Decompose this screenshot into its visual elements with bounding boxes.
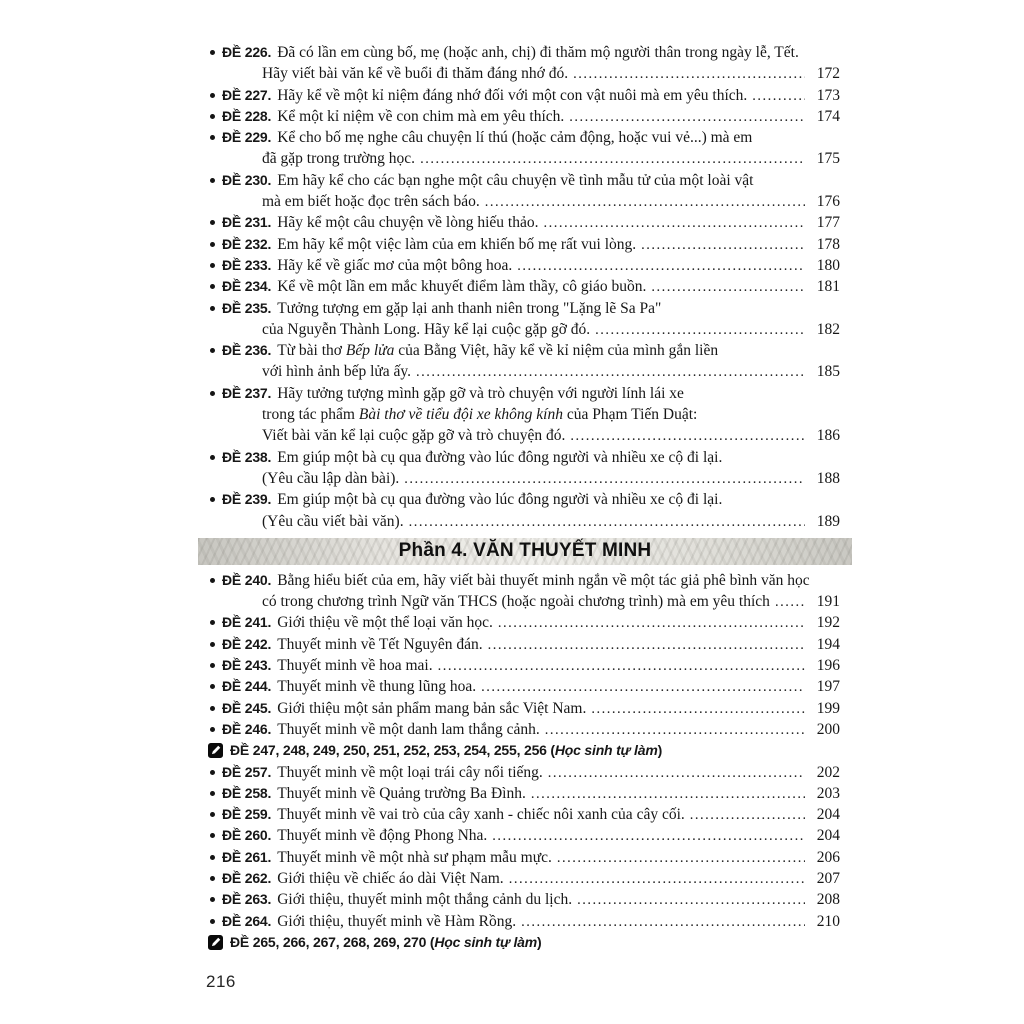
pen-icon (208, 743, 223, 758)
text-segment: Đã có lần em cùng bố, mẹ (hoặc anh, chị) đi thăm mộ người thân trong ngày lễ, Tết. (277, 44, 799, 61)
toc-line (210, 655, 840, 676)
text-segment: Hãy kể về giấc mơ của một bông hoa. (277, 256, 513, 274)
page-ref: 182 (816, 320, 840, 338)
text-segment: Em giúp một bà cụ qua đường vào lúc đông người và nhiều xe cộ đi lại. (277, 491, 723, 509)
dot-leader (573, 64, 805, 85)
dot-leader (404, 469, 805, 490)
toc-entry (210, 719, 840, 740)
page-ref: 177 (816, 214, 840, 232)
toc-entry (210, 847, 840, 868)
entry-text (277, 783, 526, 804)
page-ref: 185 (816, 363, 840, 381)
toc-entry (210, 783, 840, 804)
dot-leader (651, 277, 805, 298)
entry-text (262, 63, 568, 84)
dot-leader (752, 86, 805, 107)
entry-label: ĐỀ 240. (222, 571, 272, 588)
entry-text (262, 425, 565, 446)
bullet-icon (210, 50, 215, 55)
toc-line (210, 276, 840, 297)
bullet-icon (210, 578, 215, 583)
entry-label-close: ) (657, 742, 663, 759)
bullet-icon (210, 306, 215, 311)
dot-leader (545, 720, 805, 741)
page-ref: 172 (816, 65, 840, 83)
toc-self-study-row (210, 932, 840, 953)
entry-text (277, 868, 504, 889)
dot-leader (577, 890, 805, 911)
text-segment: Giới thiệu một sản phẩm mang bản sắc Việt Nam. (277, 699, 587, 717)
entry-text (277, 634, 482, 655)
dot-leader (521, 912, 805, 933)
page-number: 216 (206, 972, 236, 991)
bullet-icon (210, 620, 215, 625)
toc-entry (210, 170, 840, 213)
page-ref: 173 (816, 86, 840, 104)
toc-line (210, 340, 840, 361)
page-ref: 207 (816, 869, 840, 887)
toc-line (210, 85, 840, 106)
entry-label: ĐỀ 264. (222, 912, 272, 929)
toc-line (210, 570, 840, 591)
dot-leader (485, 192, 805, 213)
dot-leader (775, 592, 805, 613)
entry-text (277, 489, 722, 510)
toc-line (210, 148, 840, 169)
toc-entry (210, 489, 840, 532)
dot-leader (548, 763, 805, 784)
toc-entry (210, 634, 840, 655)
toc-line (210, 847, 840, 868)
page-ref: 202 (816, 763, 840, 781)
toc-line (210, 191, 840, 212)
entry-text (277, 255, 512, 276)
entry-text (277, 340, 718, 361)
bullet-icon (210, 770, 215, 775)
entry-text (277, 106, 564, 127)
bullet-icon (210, 263, 215, 268)
entry-text (277, 676, 476, 697)
toc-entry (210, 868, 840, 889)
bullet-icon (210, 178, 215, 183)
entry-label: ĐỀ 262. (222, 869, 272, 886)
toc-entry (210, 127, 840, 170)
entry-text (262, 511, 404, 532)
bullet-icon (210, 497, 215, 502)
toc-entry (210, 676, 840, 697)
toc-line (210, 634, 840, 655)
dot-leader (498, 613, 805, 634)
text-segment: Thuyết minh về một nhà sư phạm mẫu mực. (277, 848, 552, 866)
entry-label (230, 740, 662, 761)
dot-leader (641, 235, 805, 256)
toc-line (210, 106, 840, 127)
toc-line (210, 425, 840, 446)
page-ref: 192 (816, 614, 840, 632)
page-ref: 204 (816, 806, 840, 824)
entry-label: ĐỀ 257. (222, 763, 272, 780)
toc-line (210, 42, 840, 63)
dot-leader (488, 635, 805, 656)
bullet-icon (210, 642, 215, 647)
dot-leader (531, 784, 805, 805)
toc-line (210, 676, 840, 697)
dot-leader (591, 699, 805, 720)
page-ref: 196 (816, 657, 840, 675)
entry-label (230, 932, 542, 953)
toc-entry (210, 106, 840, 127)
text-segment: Kể một kỉ niệm về con chim mà em yêu thích. (277, 107, 565, 125)
entry-text (277, 804, 685, 825)
text-segment: của Phạm Tiến Duật: (562, 406, 698, 424)
bullet-icon (210, 242, 215, 247)
page-ref: 204 (816, 827, 840, 845)
toc-line (210, 804, 840, 825)
entry-text (277, 911, 516, 932)
toc-line (210, 234, 840, 255)
text-segment: mà em biết hoặc đọc trên sách báo. (262, 193, 480, 211)
text-segment: Giới thiệu về một thể loại văn học. (277, 614, 493, 632)
page-ref: 189 (816, 512, 840, 530)
entry-text (277, 889, 572, 910)
entry-label: ĐỀ 237. (222, 384, 272, 401)
text-segment: Hãy kể một câu chuyện về lòng hiếu thảo. (277, 214, 539, 232)
entry-label: ĐỀ 241. (222, 614, 272, 631)
pen-icon (208, 935, 223, 950)
toc-entry (210, 570, 840, 613)
text-segment: Bếp lửa (345, 342, 395, 360)
bullet-icon (210, 876, 215, 881)
entry-text (262, 319, 590, 340)
toc-entry (210, 911, 840, 932)
page-ref: 188 (816, 469, 840, 487)
dot-leader (420, 149, 805, 170)
toc-self-study-row (210, 740, 840, 761)
entry-label-text: ĐỀ 247, 248, 249, 250, 251, 252, 253, 254, 255, 256 ( (230, 742, 555, 759)
text-segment: đã gặp trong trường học. (262, 150, 416, 168)
entry-label: ĐỀ 246. (222, 720, 272, 737)
toc-line (210, 361, 840, 382)
bullet-icon (210, 791, 215, 796)
bullet-icon (210, 855, 215, 860)
bullet-icon (210, 663, 215, 668)
entry-text (262, 468, 399, 489)
toc-line (210, 868, 840, 889)
entry-label: ĐỀ 226. (222, 44, 272, 60)
toc-line (210, 63, 840, 84)
toc-line (210, 468, 840, 489)
bullet-icon (210, 455, 215, 460)
toc-entry (210, 889, 840, 910)
text-segment: Từ bài thơ (277, 342, 346, 360)
entry-label: ĐỀ 231. (222, 214, 272, 231)
toc-line (210, 404, 840, 425)
page-ref: 200 (816, 720, 840, 738)
bullet-icon (210, 284, 215, 289)
page-ref: 175 (816, 150, 840, 168)
toc-entry (210, 85, 840, 106)
dot-leader (690, 805, 805, 826)
toc-line (210, 825, 840, 846)
toc-line (210, 591, 840, 612)
toc-line (210, 762, 840, 783)
entry-label: ĐỀ 258. (222, 784, 272, 801)
toc-line (210, 740, 840, 761)
page-ref: 199 (816, 699, 840, 717)
text-segment: Hãy kể về một kỉ niệm đáng nhớ đối với một con vật nuôi mà em yêu thích. (277, 86, 748, 104)
toc-line (210, 319, 840, 340)
text-segment: Thuyết minh về động Phong Nha. (277, 827, 488, 845)
text-segment: Kể cho bố mẹ nghe câu chuyện lí thú (hoặc cảm động, hoặc vui vẻ...) mà em (277, 129, 753, 147)
entry-text (277, 234, 636, 255)
bullet-icon (210, 348, 215, 353)
entry-label: ĐỀ 239. (222, 491, 272, 508)
page-ref: 191 (816, 593, 840, 611)
entry-label: ĐỀ 242. (222, 635, 272, 652)
text-segment: có trong chương trình Ngữ văn THCS (hoặc ngoài chương trình) mà em yêu thích (262, 593, 770, 611)
toc-line (210, 911, 840, 932)
bullet-icon (210, 391, 215, 396)
entry-label: ĐỀ 244. (222, 678, 272, 695)
text-segment: Thuyết minh về Tết Nguyên đán. (277, 635, 483, 653)
dot-leader (409, 512, 805, 533)
dot-leader (557, 848, 805, 869)
text-segment: của Bằng Việt, hãy kể về kỉ niệm của mình gắn liền (394, 342, 719, 360)
page-ref: 203 (816, 784, 840, 802)
page-ref: 208 (816, 891, 840, 909)
text-segment: của Nguyễn Thành Long. Hãy kể lại cuộc gặp gỡ đó. (262, 320, 591, 338)
toc-entry (210, 255, 840, 276)
bullet-icon (210, 135, 215, 140)
toc-line (210, 255, 840, 276)
toc-entry (210, 762, 840, 783)
entry-label: ĐỀ 229. (222, 129, 272, 146)
entry-label: ĐỀ 232. (222, 235, 272, 252)
entry-label: ĐỀ 260. (222, 827, 272, 844)
entry-label: ĐỀ 263. (222, 891, 272, 908)
entry-text (277, 42, 799, 63)
entry-text (277, 847, 552, 868)
entry-text (277, 85, 747, 106)
text-segment: trong tác phẩm (262, 406, 359, 424)
entry-text (277, 570, 809, 591)
entry-label-text: ĐỀ 265, 266, 267, 268, 269, 270 ( (230, 933, 435, 950)
entry-text (277, 170, 753, 191)
entry-text (277, 383, 684, 404)
entry-text (262, 404, 697, 425)
toc-line (210, 889, 840, 910)
entry-label: ĐỀ 227. (222, 86, 272, 103)
entry-label: ĐỀ 245. (222, 699, 272, 716)
entry-text (277, 698, 586, 719)
entry-label: ĐỀ 233. (222, 256, 272, 273)
entry-text (262, 191, 480, 212)
text-segment: Em hãy kể một việc làm của em khiến bố mẹ rất vui lòng. (277, 235, 637, 253)
text-segment: Thuyết minh về một loại trái cây nổi tiếng. (277, 763, 543, 781)
entry-text (277, 655, 432, 676)
page-ref: 174 (816, 107, 840, 125)
text-segment: Giới thiệu, thuyết minh một thắng cảnh du lịch. (277, 891, 573, 909)
entry-label: ĐỀ 228. (222, 107, 272, 124)
bullet-icon (210, 93, 215, 98)
entry-label: ĐỀ 236. (222, 342, 272, 359)
entry-label: ĐỀ 234. (222, 278, 272, 295)
page-ref: 194 (816, 635, 840, 653)
entry-text (277, 719, 540, 740)
toc-entry (210, 212, 840, 233)
text-segment: (Yêu cầu lập dàn bài). (262, 469, 400, 487)
toc-line (210, 212, 840, 233)
text-segment: Thuyết minh về vai trò của cây xanh - chiếc nôi xanh của cây cối. (277, 806, 685, 824)
text-segment: Tưởng tượng em gặp lại anh thanh niên trong "Lặng lẽ Sa Pa" (277, 299, 662, 317)
toc-entry (210, 698, 840, 719)
entry-label: ĐỀ 238. (222, 448, 272, 465)
dot-leader (416, 362, 805, 383)
toc-line (210, 170, 840, 191)
text-segment: Thuyết minh về hoa mai. (277, 657, 433, 675)
page-ref: 180 (816, 256, 840, 274)
page-ref: 206 (816, 848, 840, 866)
text-segment: (Yêu cầu viết bài văn). (262, 512, 404, 530)
dot-leader (438, 656, 805, 677)
entry-text (262, 591, 770, 612)
page-ref: 186 (816, 427, 840, 445)
page-ref: 210 (816, 912, 840, 930)
toc-line (210, 612, 840, 633)
bullet-icon (210, 919, 215, 924)
text-segment: Thuyết minh về một danh lam thắng cảnh. (277, 720, 540, 738)
entry-text (262, 361, 411, 382)
dot-leader (570, 426, 805, 447)
page-ref: 181 (816, 278, 840, 296)
toc-line (210, 783, 840, 804)
entry-label: ĐỀ 235. (222, 299, 272, 316)
toc-entry (210, 804, 840, 825)
bullet-icon (210, 114, 215, 119)
text-segment: Giới thiệu, thuyết minh về Hàm Rồng. (277, 912, 517, 930)
text-segment: Thuyết minh về thung lũng hoa. (277, 678, 477, 696)
toc-entry (210, 825, 840, 846)
toc-line (210, 719, 840, 740)
entry-text (277, 298, 661, 319)
bullet-icon (210, 897, 215, 902)
toc-entry (210, 340, 840, 383)
entry-text (277, 762, 543, 783)
text-segment: Bài thơ về tiểu đội xe không kính (358, 406, 563, 424)
page-ref: 176 (816, 193, 840, 211)
toc-line (210, 511, 840, 532)
page-ref: 178 (816, 235, 840, 253)
toc-line (210, 298, 840, 319)
text-segment: Hãy tưởng tượng mình gặp gỡ và trò chuyện với người lính lái xe (277, 384, 684, 402)
entry-label: ĐỀ 243. (222, 657, 272, 674)
toc-entry (210, 276, 840, 297)
toc-line (210, 932, 840, 953)
text-segment: Viết bài văn kể lại cuộc gặp gỡ và trò chuyện đó. (262, 427, 566, 445)
entry-text (277, 276, 646, 297)
entry-text (262, 148, 415, 169)
text-segment: Hãy viết bài văn kể về buổi đi thăm đáng nhớ đó. (262, 65, 569, 83)
text-segment: Thuyết minh về Quảng trường Ba Đình. (277, 784, 526, 802)
dot-leader (543, 213, 805, 234)
dot-leader (517, 256, 805, 277)
dot-leader (569, 107, 805, 128)
section-header-text: Phần 4. VĂN THUYẾT MINH (398, 540, 652, 562)
self-study-note: Học sinh tự làm (434, 933, 538, 950)
toc-line (210, 127, 840, 148)
entry-text (277, 447, 722, 468)
table-of-contents (210, 42, 840, 953)
toc-entry (210, 612, 840, 633)
self-study-note: Học sinh tự làm (554, 742, 658, 759)
toc-line (210, 698, 840, 719)
dot-leader (595, 320, 805, 341)
entry-label: ĐỀ 261. (222, 848, 272, 865)
text-segment: Bằng hiểu biết của em, hãy viết bài thuyết minh ngắn về một tác giả phê bình văn học (277, 571, 810, 589)
text-segment: Em hãy kể cho các bạn nghe một câu chuyện về tình mẫu tử của một loài vật (277, 171, 754, 189)
toc-entry (210, 447, 840, 490)
entry-label: ĐỀ 259. (222, 806, 272, 823)
toc-entry (210, 234, 840, 255)
page-ref: 197 (816, 678, 840, 696)
bullet-icon (210, 833, 215, 838)
bullet-icon (210, 684, 215, 689)
entry-text (277, 612, 493, 633)
entry-label-close: ) (537, 933, 542, 950)
toc-entry (210, 298, 840, 341)
bullet-icon (210, 706, 215, 711)
bullet-icon (210, 220, 215, 225)
entry-text (277, 127, 752, 148)
dot-leader (509, 869, 805, 890)
bullet-icon (210, 727, 215, 732)
entry-label: ĐỀ 230. (222, 171, 272, 188)
entry-text (277, 212, 538, 233)
bullet-icon (210, 812, 215, 817)
toc-line (210, 383, 840, 404)
text-segment: Em giúp một bà cụ qua đường vào lúc đông người và nhiều xe cộ đi lại. (277, 448, 723, 466)
toc-line (210, 489, 840, 510)
toc-entry (210, 655, 840, 676)
section-header (198, 538, 852, 565)
toc-line (210, 447, 840, 468)
text-segment: Kể về một lần em mắc khuyết điểm làm thầy, cô giáo buồn. (277, 278, 647, 296)
text-segment: với hình ảnh bếp lửa ấy. (262, 363, 412, 381)
entry-text (277, 825, 487, 846)
text-segment: Giới thiệu về chiếc áo dài Việt Nam. (277, 869, 504, 887)
dot-leader (481, 677, 805, 698)
dot-leader (492, 826, 805, 847)
toc-entry (210, 42, 840, 85)
toc-entry (210, 383, 840, 447)
